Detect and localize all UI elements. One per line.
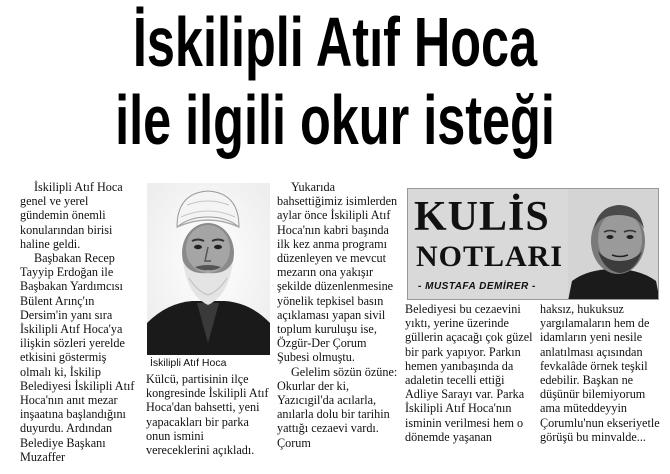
column1-paragraph-2: Başbakan Recep Tayyip Erdoğan ile Başbakan Yardımcısı Bülent Arınç'ın Dersim'in yanı sıra İskilipli Atıf Hoca'ya ilişkin sözleri yerelde etkisini göstermiş olmalı ki, İskilip Belediyesi İskilipli Atıf Hoca'nın anıt mezar inşaatına başlandığını duyurdu. Ardından Belediye Başkanı Muzaffer bbox=[20, 251, 135, 464]
column5-paragraph: haksız, hukuksuz yargılamaların hem de idamların yeni nesile anlatılması açısından fevkalâde örnek teşkil edebilir. Başkan ne düşünür bilemiyorum ama müteddeyyin Çorumlu'nun ekseriyetle görüşü bu minvalde... bbox=[540, 302, 660, 444]
column2-paragraph: Külcü, partisinin ilçe kongresinde İskilipli Atıf Hoca'dan bahsetti, yeni yapacakları bir parka onun ismini vereceklerini açıkladı. bbox=[146, 372, 269, 458]
column4-paragraph: Belediyesi bu cezaevini yıktı, yerine üzerinde güllerin açacağı çok güzel bir park yapıyor. Parkın hemen yanıbaşında da adaletin tecelli ettiği Adliye Sarayı var. Parka İskilipli Atıf Hoca'nın isminin verilmesi hem o dönemde yaşanan bbox=[405, 302, 533, 444]
kulis-notlari-banner bbox=[407, 188, 659, 300]
atif-hoca-portrait bbox=[147, 183, 270, 355]
headline-line-1: İskilipli Atıf Hoca bbox=[132, 3, 538, 81]
column3-paragraph-2: Gelelim sözün özüne: Okurlar der ki, Yazıcıgil'da acılarla, anılarla dolu bir tarihin yattığı cezaevi vardı. Çorum bbox=[277, 364, 398, 450]
author-photo bbox=[568, 189, 659, 300]
kulis-title: KULİS bbox=[414, 194, 550, 240]
portrait-illustration bbox=[147, 183, 270, 355]
headline-line-2: ile ilgili okur isteği bbox=[115, 81, 555, 159]
author-name: - MUSTAFA DEMİRER - bbox=[418, 281, 536, 292]
article-column-3 bbox=[277, 180, 399, 450]
column1-paragraph-1: İskilipli Atıf Hoca genel ve yerel gündemin önemli konularından birisi haline geldi. bbox=[20, 180, 123, 251]
article-column-2 bbox=[146, 372, 270, 457]
article-column-5 bbox=[540, 302, 664, 444]
notlari-title: NOTLARI bbox=[416, 240, 564, 273]
photo-caption: İskilipli Atıf Hoca bbox=[150, 357, 227, 369]
article-column-4 bbox=[405, 302, 533, 444]
article-column-1 bbox=[20, 180, 138, 464]
column3-paragraph-1: Yukarıda bahsettiğimiz isimlerden aylar önce İskilipli Atıf Hoca'nın kabri başında ilk kez anma programı düzenleyen ve mevcut mezarın ona yakışır şekilde düzenlenmesine yönelik tepkisel basın açıklaması yapan sivil toplum kuruluşu ise, Özgür-Der Çorum Şubesi olmuştu. bbox=[277, 180, 398, 365]
